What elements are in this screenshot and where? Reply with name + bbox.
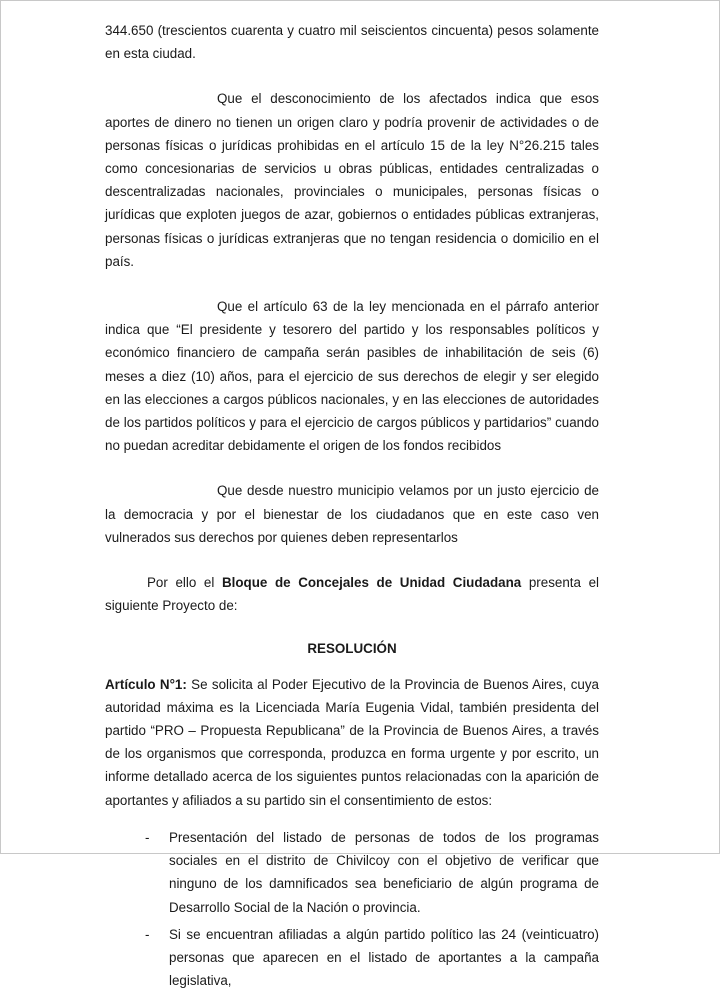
article-1-text: Se solicita al Poder Ejecutivo de la Provincia de Buenos Aires, cuya autoridad máxima es la Licenciada María Eugenia Vidal, también presidenta del partido “PRO – Propuesta Republicana” de la Provincia de Buenos Aires, a través de los organismos que corresponda, produzca en forma urgente y por escrito, un informe detallado acerca de los siguientes puntos relacionadas con la aparición de aportantes y afiliados a su partido sin el consentimiento de estos:	[105, 676, 599, 808]
list-item	[105, 826, 599, 919]
paragraph-amount: 344.650 (trescientos cuarenta y cuatro mil seiscientos cincuenta) pesos solamente en esta ciudad.	[105, 23, 599, 62]
paragraph-article-63: Que el artículo 63 de la ley mencionada en el párrafo anterior indica que “El presidente y tesorero del partido y los responsables políticos y económico financiero de campaña serán pasibles de inhabilitación de seis (6) meses a diez (10) años, para el ejercicio de sus derechos de elegir y ser elegido en las elecciones a cargos públicos nacionales, y en las elecciones de autoridades de los partidos políticos y para el ejercicio de cargos públicos y partidarios” cuando no puedan acreditar debidamente el origen de los fondos recibidos	[105, 299, 599, 454]
paragraph-municipality: Que desde nuestro municipio velamos por un justo ejercicio de la democracia y por el bienestar de los ciudadanos que en este caso ven vulnerados sus derechos por quienes deben representarlos	[105, 483, 599, 545]
list-item	[105, 923, 599, 992]
paragraph-bloque	[105, 571, 599, 617]
list-item-text: Si se encuentran afiliadas a algún partido político las 24 (veinticuatro) personas que aparecen en el listado de aportantes a la campaña legislativa,	[169, 926, 599, 989]
bullet-dash: -	[145, 926, 150, 942]
paragraph-unknown-origin: Que el desconocimiento de los afectados indica que esos aportes de dinero no tienen un origen claro y podría provenir de actividades o de personas físicas o jurídicas prohibidas en el artículo 15 de la ley N°26.215 tales como concesionarias de servicios u obras públicas, entidades centralizadas o descentralizadas nacionales, provinciales o municipales, personas físicas o jurídicas que exploten juegos de azar, gobiernos o entidades públicas extranjeras, personas físicas o jurídicas extranjeras que no tengan residencia o domicilio en el país.	[105, 91, 599, 269]
article-1-points	[105, 826, 599, 992]
bloque-name: Bloque de Concejales de Unidad Ciudadana	[221, 575, 522, 591]
list-item-text: Presentación del listado de personas de todos de los programas sociales en el distrito de Chivilcoy con el objetivo de verificar que ninguno de los damnificados sea beneficiario de algún programa de Desarrollo Social de la Nación o provincia.	[169, 829, 599, 915]
paragraph-bloque-post: presenta el siguiente Proyecto de:	[105, 575, 600, 614]
article-1	[105, 673, 599, 812]
article-1-label: Artículo N°1:	[105, 676, 187, 692]
document-body	[105, 19, 599, 992]
paragraph-bloque-pre: Por ello el	[147, 575, 222, 591]
resolution-heading: RESOLUCIÓN	[307, 641, 397, 657]
bullet-dash: -	[145, 829, 150, 845]
